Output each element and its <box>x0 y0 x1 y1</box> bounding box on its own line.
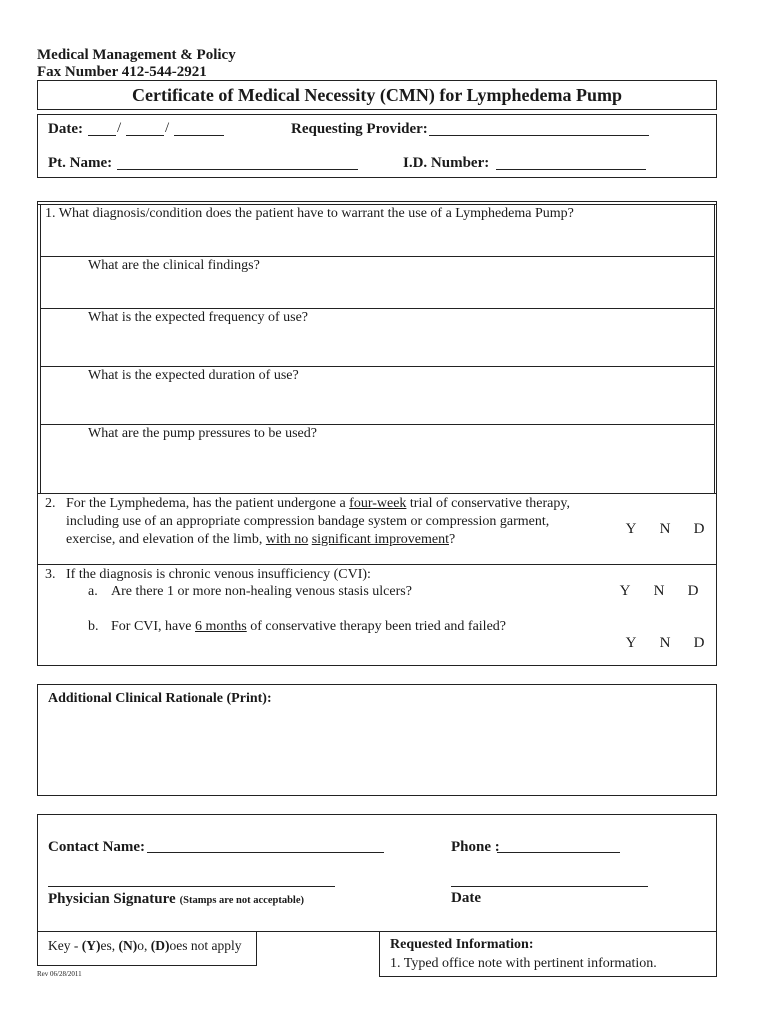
date-label: Date: <box>48 121 83 137</box>
contact-box <box>37 814 717 932</box>
question-3-number: 3. <box>45 567 56 582</box>
revision-date: Rev 06/28/2011 <box>37 970 82 978</box>
question-1c: What is the expected duration of use? <box>88 368 299 383</box>
question-1d: What are the pump pressures to be used? <box>88 426 317 441</box>
question-2-line-2: including use of an appropriate compression bandage system or compression garment, <box>66 514 550 529</box>
question-2-emphasis: with no <box>265 532 309 547</box>
frequency-of-use-field[interactable] <box>41 330 713 366</box>
question-2-text: trial of conservative therapy, <box>406 496 570 511</box>
question-2-text: ? <box>448 532 456 547</box>
no-option[interactable]: N <box>659 635 671 651</box>
divider <box>37 204 717 205</box>
rationale-label: Additional Clinical Rationale (Print): <box>48 691 272 706</box>
question-3b-emphasis: 6 months <box>195 619 247 634</box>
no-option[interactable]: N <box>659 521 671 537</box>
requested-info-label: Requested Information: <box>390 937 534 952</box>
question-2-text: exercise, and elevation of the limb, <box>66 532 266 547</box>
clinical-findings-field[interactable] <box>41 278 713 308</box>
signature-date-field[interactable] <box>451 886 648 887</box>
phone-label: Phone : <box>451 839 500 855</box>
question-1a: What are the clinical findings? <box>88 258 260 273</box>
question-2-emphasis: significant improvement <box>311 532 449 547</box>
divider <box>40 256 715 257</box>
department-name: Medical Management & Policy <box>37 47 236 63</box>
divider <box>40 424 715 425</box>
question-2-line-3 <box>66 532 455 548</box>
divider <box>37 493 717 494</box>
divider <box>714 204 716 493</box>
does-not-apply-option[interactable]: D <box>693 521 705 537</box>
key-prefix: Key - <box>48 938 82 953</box>
patient-name-label: Pt. Name: <box>48 155 113 171</box>
pump-pressures-field[interactable] <box>41 446 713 492</box>
duration-of-use-field[interactable] <box>41 388 713 424</box>
contact-name-field[interactable] <box>147 852 384 853</box>
date-year-field[interactable] <box>174 135 224 136</box>
stamp-note: (Stamps are not acceptable) <box>179 895 305 906</box>
yes-option[interactable]: Y <box>625 521 637 537</box>
question-3b-text: of conservative therapy been tried and failed? <box>246 619 507 634</box>
date-separator: / <box>117 120 122 136</box>
title-box <box>37 80 717 110</box>
question-1b: What is the expected frequency of use? <box>88 310 309 325</box>
does-not-apply-option[interactable]: D <box>687 583 699 599</box>
contact-name-label: Contact Name: <box>48 839 146 855</box>
question-3b <box>111 619 506 635</box>
id-number-label: I.D. Number: <box>403 155 490 171</box>
question-2-emphasis: four-week <box>349 496 407 511</box>
key-box <box>37 931 257 966</box>
question-2-ynd <box>614 521 716 538</box>
question-1: 1. What diagnosis/condition does the patient have to warrant the use of a Lymphedema Pump? <box>45 206 574 221</box>
requesting-provider-label: Requesting Provider: <box>291 121 428 137</box>
physician-signature-label: Physician Signature <box>48 891 176 907</box>
divider <box>40 366 715 367</box>
question-3a-ynd <box>608 583 710 600</box>
question-2-line-1 <box>66 496 570 512</box>
key-no-rest: o, <box>137 938 151 953</box>
diagnosis-answer-field[interactable] <box>41 226 713 256</box>
date-day-field[interactable] <box>126 135 164 136</box>
rationale-box <box>37 684 717 796</box>
key-does-not-apply-rest: oes not apply <box>169 938 242 953</box>
fax-number: Fax Number 412-544-2921 <box>37 64 207 80</box>
key-no: (N) <box>118 938 138 953</box>
requested-info-item: 1. Typed office note with pertinent information. <box>390 956 657 971</box>
divider <box>37 564 717 565</box>
question-2-number: 2. <box>45 496 56 511</box>
divider <box>40 308 715 309</box>
question-3b-ynd <box>614 635 716 652</box>
phone-field[interactable] <box>497 852 620 853</box>
date-month-field[interactable] <box>88 135 116 136</box>
patient-name-field[interactable] <box>117 169 358 170</box>
id-number-field[interactable] <box>496 169 646 170</box>
key-yes: (Y) <box>81 938 101 953</box>
key-yes-rest: es, <box>100 938 119 953</box>
key-does-not-apply: (D) <box>150 938 170 953</box>
requesting-provider-field[interactable] <box>429 135 649 136</box>
signature-date-label: Date <box>451 890 481 906</box>
question-3b-letter: b. <box>88 619 99 634</box>
requested-info-box <box>379 931 717 977</box>
key-legend <box>48 938 242 954</box>
no-option[interactable]: N <box>653 583 665 599</box>
physician-signature-field[interactable] <box>48 886 335 887</box>
yes-option[interactable]: Y <box>625 635 637 651</box>
date-separator: / <box>165 120 170 136</box>
yes-option[interactable]: Y <box>619 583 631 599</box>
does-not-apply-option[interactable]: D <box>693 635 705 651</box>
question-2-text: For the Lymphedema, has the patient undergone a <box>66 496 350 511</box>
physician-signature-label-group <box>48 890 304 908</box>
form-title: Certificate of Medical Necessity (CMN) for Lymphedema Pump <box>131 85 623 105</box>
rationale-field[interactable] <box>44 713 710 789</box>
question-3a: Are there 1 or more non-healing venous stasis ulcers? <box>111 584 412 599</box>
question-3: If the diagnosis is chronic venous insufficiency (CVI): <box>66 567 371 582</box>
question-3a-letter: a. <box>88 584 98 599</box>
question-3b-text: For CVI, have <box>111 619 195 634</box>
